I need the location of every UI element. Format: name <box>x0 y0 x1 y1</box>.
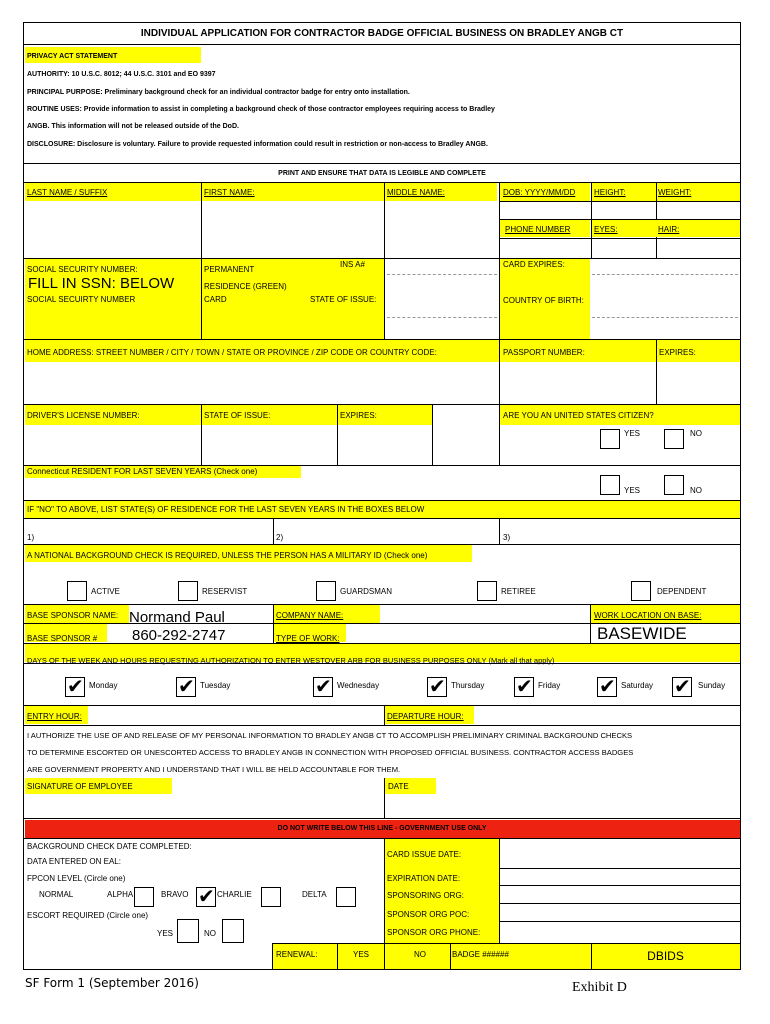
dependent-label: DEPENDENT <box>657 587 707 596</box>
privacy-routine-2: ANGB. This information will not be released outside of the DoD. <box>27 123 239 130</box>
dl-expires-label: EXPIRES: <box>340 411 377 420</box>
dl-state-field[interactable] <box>202 426 336 464</box>
state-1-field[interactable] <box>36 520 272 543</box>
middle-name-field[interactable] <box>385 202 497 257</box>
card-issue-label: CARD ISSUE DATE: <box>387 850 462 859</box>
ct-resident-label: Connecticut RESIDENT FOR LAST SEVEN YEARS (Check one) <box>27 467 258 476</box>
signature-label: SIGNATURE OF EMPLOYEE <box>27 782 133 791</box>
privacy-routine-1: ROUTINE USES: Provide information to assist in completing a background check of those contractor employees requiring access to Bradley <box>27 106 495 113</box>
privacy-disclosure: DISCLOSURE: Disclosure is voluntary. Failure to provide requested information could result in restriction or non-access to Bradley ANGB. <box>27 141 488 148</box>
sponsor-poc-field[interactable] <box>501 904 739 920</box>
ins-number-field[interactable] <box>385 260 497 296</box>
fpcon-alpha-box[interactable] <box>134 887 154 907</box>
passport-expires-label: EXPIRES: <box>659 348 696 357</box>
fpcon-label: FPCON LEVEL (Circle one) <box>27 874 126 883</box>
sponsor-num-value[interactable]: 860-292-2747 <box>132 627 226 644</box>
dob-label: DOB: YYYY/MM/DD <box>503 188 576 197</box>
bg-date-label: BACKGROUND CHECK DATE COMPLETED: <box>27 842 192 851</box>
sponsoring-org-label: SPONSORING ORG: <box>387 891 464 900</box>
weight-label: WEIGHT: <box>658 188 692 197</box>
tuesday-checkbox[interactable]: ✔ <box>178 674 195 698</box>
date-field[interactable] <box>385 795 739 817</box>
hair-label: HAIR: <box>658 225 680 234</box>
sunday-checkbox[interactable]: ✔ <box>674 674 691 698</box>
expiration-field[interactable] <box>501 869 739 884</box>
fpcon-bravo-box[interactable]: ✔ <box>198 884 215 908</box>
eyes-label: EYES: <box>594 225 618 234</box>
renewal-no[interactable]: NO <box>414 950 426 959</box>
work-location-value[interactable]: BASEWIDE <box>597 624 687 643</box>
wednesday-label: Wednesday <box>337 681 380 690</box>
dl-state-label: STATE OF ISSUE: <box>204 411 271 420</box>
ssn-label: SOCIAL SECURITY NUMBER: <box>27 265 138 274</box>
first-name-field[interactable] <box>202 202 383 257</box>
dependent-checkbox[interactable] <box>631 581 651 601</box>
sponsor-name-label: BASE SPONSOR NAME: <box>27 611 119 620</box>
fpcon-charlie[interactable]: CHARLIE <box>217 890 252 899</box>
monday-checkbox[interactable]: ✔ <box>67 674 84 698</box>
thursday-label: Thursday <box>451 681 485 690</box>
dbids-label: DBIDS <box>647 949 684 963</box>
escort-yes-box[interactable] <box>177 919 199 943</box>
last-name-field[interactable] <box>25 202 200 257</box>
fpcon-charlie-box[interactable] <box>261 887 281 907</box>
citizen-question: ARE YOU AN UNITED STATES CITIZEN? <box>503 411 654 420</box>
state-2-label: 2) <box>276 533 284 542</box>
dob-field[interactable] <box>500 202 590 218</box>
badge-application-form <box>23 22 741 970</box>
home-address-field[interactable] <box>25 363 498 403</box>
passport-label: PASSPORT NUMBER: <box>503 348 585 357</box>
sponsor-num-label: BASE SPONSOR # <box>27 634 98 643</box>
escort-no[interactable]: NO <box>204 929 216 938</box>
dl-field[interactable] <box>25 426 200 464</box>
badge-number-label: BADGE ###### <box>452 950 509 959</box>
if-no-label: IF "NO" TO ABOVE, LIST STATE(S) OF RESIDENCE FOR THE LAST SEVEN YEARS IN THE BOXES BELOW <box>27 505 425 514</box>
friday-checkbox[interactable]: ✔ <box>516 674 533 698</box>
citizen-no-label: NO <box>690 429 702 438</box>
permanent-label: PERMANENT <box>204 265 255 274</box>
middle-name-label: MIDDLE NAME: <box>387 188 445 197</box>
dl-expires-field[interactable] <box>338 426 431 464</box>
state-3-label: 3) <box>503 533 511 542</box>
state-3-field[interactable] <box>513 520 739 543</box>
card-expires-label: CARD EXPIRES: <box>503 260 565 269</box>
fpcon-delta[interactable]: DELTA <box>302 890 327 899</box>
passport-expires-field[interactable] <box>657 363 739 403</box>
friday-label: Friday <box>538 681 561 690</box>
monday-label: Monday <box>89 681 118 690</box>
sunday-label: Sunday <box>698 681 726 690</box>
height-field[interactable] <box>592 202 655 218</box>
sponsor-phone-label: SPONSOR ORG PHONE: <box>387 928 481 937</box>
ins-label: INS A# <box>340 260 365 269</box>
card-label: CARD <box>204 295 227 304</box>
green-card-state-label: STATE OF ISSUE: <box>310 295 377 304</box>
ct-resident-no-checkbox[interactable] <box>664 475 684 495</box>
reservist-checkbox[interactable] <box>178 581 198 601</box>
citizen-yes-checkbox[interactable] <box>600 429 620 449</box>
retiree-checkbox[interactable] <box>477 581 497 601</box>
weight-field[interactable] <box>657 202 739 218</box>
home-address-label: HOME ADDRESS: STREET NUMBER / CITY / TOWN / STATE OR PROVINCE / ZIP CODE OR COUNTRY CODE: <box>27 348 437 357</box>
citizen-no-checkbox[interactable] <box>664 429 684 449</box>
departure-hour-field[interactable] <box>476 706 739 724</box>
residence-label: RESIDENCE (GREEN) <box>204 282 287 291</box>
active-checkbox[interactable] <box>67 581 87 601</box>
sponsor-phone-field[interactable] <box>501 922 739 943</box>
hair-field[interactable] <box>657 239 739 257</box>
country-birth-label: COUNTRY OF BIRTH: <box>503 296 584 305</box>
privacy-heading: PRIVACY ACT STATEMENT <box>27 53 118 60</box>
card-issue-field[interactable] <box>501 839 739 867</box>
state-1-label: 1) <box>27 533 35 542</box>
phone-label: PHONE NUMBER <box>505 225 571 234</box>
thursday-checkbox[interactable]: ✔ <box>429 674 446 698</box>
saturday-checkbox[interactable]: ✔ <box>599 674 616 698</box>
escort-no-box[interactable] <box>222 919 244 943</box>
guardsman-checkbox[interactable] <box>316 581 336 601</box>
fpcon-delta-box[interactable] <box>336 887 356 907</box>
first-name-label: FIRST NAME: <box>204 188 255 197</box>
state-2-field[interactable] <box>286 520 498 543</box>
type-work-label: TYPE OF WORK: <box>276 634 340 643</box>
expiration-label: EXPIRATION DATE: <box>387 874 461 883</box>
form-title: INDIVIDUAL APPLICATION FOR CONTRACTOR BADGE OFFICIAL BUSINESS ON BRADLEY ANGB CT <box>140 28 624 39</box>
phone-field[interactable] <box>500 239 590 257</box>
retiree-label: RETIREE <box>501 587 536 596</box>
ssn-label-2: SOCIAL SECUIRTY NUMBER <box>27 295 136 304</box>
renewal-label: RENEWAL: <box>276 950 318 959</box>
eyes-field[interactable] <box>592 239 655 257</box>
wednesday-checkbox[interactable]: ✔ <box>315 674 332 698</box>
exhibit-label: Exhibit D <box>572 980 627 995</box>
company-name-label: COMPANY NAME: <box>276 611 344 620</box>
dl-label: DRIVER'S LICENSE NUMBER: <box>27 411 140 420</box>
card-expires-field[interactable] <box>592 260 739 296</box>
form-id: SF Form 1 (September 2016) <box>25 976 199 990</box>
authorization-line-1: I AUTHORIZE THE USE OF AND RELEASE OF MY PERSONAL INFORMATION TO BRADLEY ANGB CT TO ACCOMPLISH PRELIMINARY CRIMINAL BACKGROUND CHECKS <box>27 731 633 740</box>
date-label: DATE <box>388 782 409 791</box>
authorization-line-3: ARE GOVERNMENT PROPERTY AND I UNDERSTAND THAT I WILL BE HELD ACCOUNTABLE FOR THEM. <box>27 765 401 774</box>
tuesday-label: Tuesday <box>200 681 231 690</box>
company-name-field[interactable] <box>382 605 588 623</box>
signature-field[interactable] <box>25 795 383 817</box>
sponsoring-org-field[interactable] <box>501 886 739 902</box>
days-label: DAYS OF THE WEEK AND HOURS REQUESTING AUTHORIZATION TO ENTER WESTOVER ARB FOR BUSINESS PURPOSES ONLY (Mark all that apply) <box>27 656 555 665</box>
reservist-label: RESERVIST <box>202 587 248 596</box>
renewal-yes[interactable]: YES <box>353 950 370 959</box>
fpcon-bravo[interactable]: BRAVO <box>161 890 189 899</box>
work-location-label: WORK LOCATION ON BASE: <box>594 611 702 620</box>
fpcon-alpha[interactable]: ALPHA <box>107 890 134 899</box>
passport-field[interactable] <box>500 363 655 403</box>
ssn-note[interactable]: FILL IN SSN: BELOW <box>28 275 175 292</box>
ct-resident-yes-label: YES <box>624 486 641 495</box>
citizen-yes-label: YES <box>624 429 641 438</box>
entry-hour-label: ENTRY HOUR: <box>27 712 82 721</box>
active-label: ACTIVE <box>91 587 120 596</box>
privacy-purpose: PRINCIPAL PURPOSE: Preliminary background check for an individual contractor badge for entry onto installation. <box>27 89 410 96</box>
data-entered-label: DATA ENTERED ON EAL: <box>27 857 121 866</box>
ct-resident-yes-checkbox[interactable] <box>600 475 620 495</box>
gov-use-banner: DO NOT WRITE BELOW THIS LINE - GOVERNMENT USE ONLY <box>277 825 487 832</box>
guardsman-label: GUARDSMAN <box>340 587 393 596</box>
sponsor-poc-label: SPONSOR ORG POC: <box>387 910 470 919</box>
last-name-label: LAST NAME / SUFFIX <box>27 188 108 197</box>
authorization-line-2: TO DETERMINE ESCORTED OR UNESCORTED ACCESS TO BRADLEY ANGB IN CONNECTION WITH PROPOSED OFFICIAL BUSINESS. CONTRACTOR ACCESS BADGES <box>27 748 634 757</box>
fpcon-normal[interactable]: NORMAL <box>39 890 74 899</box>
escort-label: ESCORT REQUIRED (Circle one) <box>27 911 149 920</box>
ct-resident-no-label: NO <box>690 486 702 495</box>
entry-hour-field[interactable] <box>90 706 382 724</box>
type-work-field[interactable] <box>348 624 588 642</box>
print-notice: PRINT AND ENSURE THAT DATA IS LEGIBLE AND COMPLETE <box>278 170 486 177</box>
privacy-authority: AUTHORITY: 10 U.S.C. 8012; 44 U.S.C. 3101 and EO 9397 <box>27 71 216 78</box>
sponsor-name-value[interactable]: Normand Paul <box>129 609 225 626</box>
height-label: HEIGHT: <box>594 188 626 197</box>
country-birth-field[interactable] <box>592 301 739 337</box>
saturday-label: Saturday <box>621 681 654 690</box>
departure-hour-label: DEPARTURE HOUR: <box>387 712 464 721</box>
green-card-state-field[interactable] <box>385 301 497 337</box>
escort-yes[interactable]: YES <box>157 929 174 938</box>
nbc-label: A NATIONAL BACKGROUND CHECK IS REQUIRED, UNLESS THE PERSON HAS A MILITARY ID (Check one) <box>27 551 428 560</box>
